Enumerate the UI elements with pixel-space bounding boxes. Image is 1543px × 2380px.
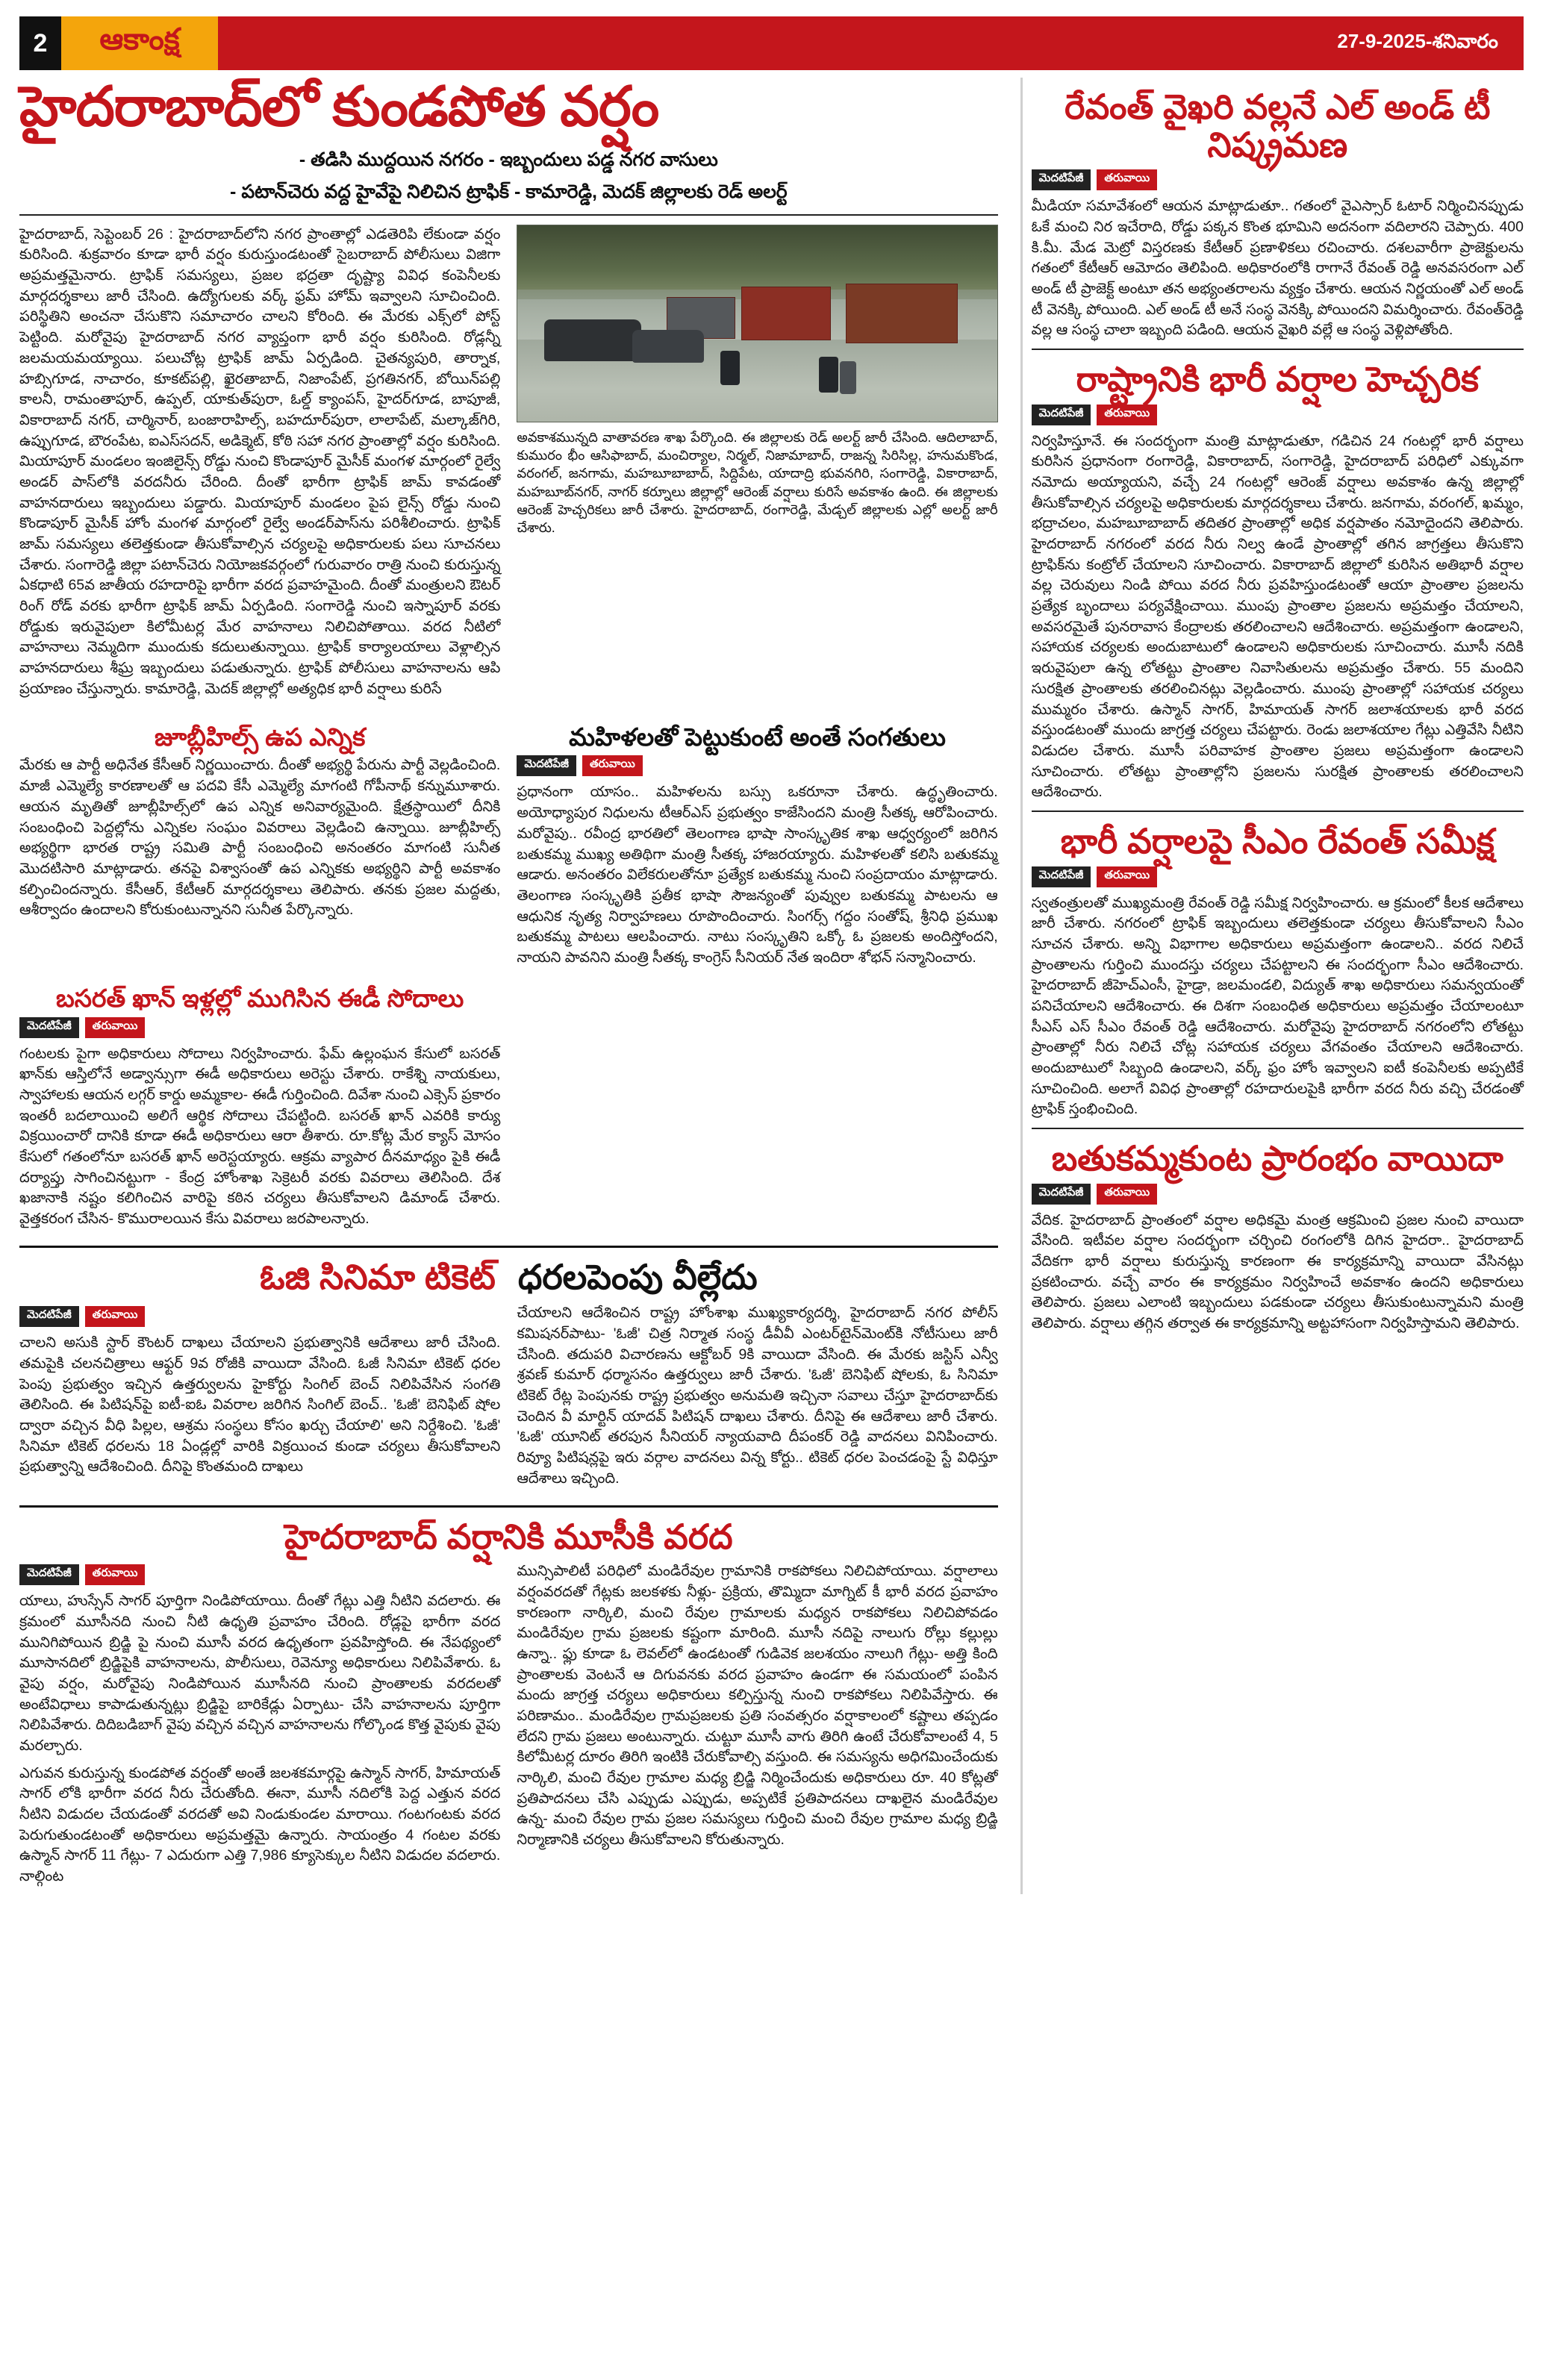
musi-byline-tags	[19, 1564, 500, 1585]
tag-continued: తరువాయి	[1097, 405, 1157, 425]
story-state-rain-alert	[1032, 360, 1524, 803]
revanth-lt-headline: రేవంత్ వైఖరి వల్లనే ఎల్ అండ్ టీ నిష్క్రమణ	[1064, 87, 1491, 164]
story-og-movie	[19, 1258, 998, 1496]
masthead	[19, 16, 1524, 70]
lead-deck-line-2: - పటాన్‌చెరు వద్ద హైవేపై నిలిచిన ట్రాఫిక్ - కామారెడ్డి, మెదక్ జిల్లాలకు రెడ్ అలర్ట్	[230, 181, 788, 203]
state-rain-headline: రాష్ట్రానికి భారీ వర్షాల హెచ్చరిక	[1076, 360, 1480, 399]
tag-continued: తరువాయి	[1097, 1184, 1157, 1205]
tag-continued: తరువాయి	[1097, 169, 1157, 190]
edition-date: 27-9-2025-శనివారం	[1337, 29, 1498, 52]
page-number: 2	[19, 16, 61, 70]
divider	[1032, 349, 1524, 350]
masthead-bar	[218, 16, 1524, 70]
left-column-block	[19, 75, 1011, 1894]
right-column-block	[1032, 78, 1524, 1894]
tag-continued: తరువాయి	[85, 1017, 146, 1038]
story-bathukamma	[1032, 1140, 1524, 1334]
og-headline-black: ధరలపెంపు వీల్లేదు	[517, 1257, 758, 1296]
story-women	[517, 714, 997, 975]
bathukamma-text: వేదిక. హైదరాబాద్ ప్రాంతంలో వర్షాల అధికమై మంత్ర ఆక్రమించి ప్రజల నుంచి వాయిదా వేసింది. ఇటీవల వర్షాల సందర్భంగా చర్చించి రంగంలోకి దిగిన హైదరా.. హైదరాబాద్ వేదికగా భారీ వర్షాలు కురుస్తున్న కారణంగా ఈ కార్యక్రమాన్ని వాయిదా వేసినట్లు ప్రకటించారు. వచ్చే వారం ఈ కార్యక్రమం నిర్వహించే అవకాశం ఉందని అధికారులు తెలిపారు. ప్రజలు ఎలాంటి ఇబ్బందులు పడకుండా చర్యలు తీసుకుంటున్నామని మంత్రి తెలిపారు. వర్షాలు తగ్గిన తర్వాత ఈ కార్యక్రమాన్ని అట్టహాసంగా నిర్వహిస్తామని తెలిపారు.	[1031, 1211, 1524, 1332]
divider	[1032, 1128, 1524, 1129]
tag-continued: తరువాయి	[85, 1306, 146, 1327]
bathukamma-byline-tags	[1032, 1184, 1524, 1205]
og-text-left: చాలని అసుకి స్టార్ కౌంటర్ దాఖలు చేయాలని ప్రభుత్వానికి ఆదేశాలు జారీ చేసింది. తమపైకి చలనచిత్రాలు ఆఫ్టర్ 9వ రోజీకి వాయిదా వేసింది. ఓజీ సినిమా టికెట్ ధరల పెంపు ప్రభుత్వం ఇచ్చిన ఉత్తర్వులను హైకోర్టు సింగిల్ బెంచ్ నిలిపివేసిన సంగతి తెలిసింది. ఈ పిటిషన్‌పై ఐటీ-ఐఓ వివరాల జరిగిన సింగిల్ బెంచ్.. 'ఓజీ' బెనిఫిట్ షోల ద్వారా వచ్చిన వీధి పిల్లల, ఆశ్రమ సంస్థలు కోసం ఖర్చు చేయాలి' అని నిర్దేశించి. 'ఓజీ' సినిమా టికెట్ ధరలను 18 ఏండ్లల్లో వారికి విక్రయించ కుండా చర్యలు తీసుకోవాలని ప్రభుత్వాన్ని ఆదేశించింది. దీనిపై కొంతమంది దాఖలు	[19, 1334, 501, 1475]
state-rain-text: నిర్వహిస్తూనే. ఈ సందర్భంగా మంత్రి మాట్లాడుతూ, గడిచిన 24 గంటల్లో భారీ వర్షాలు కురిసిన ప్రధానంగా రంగారెడ్డి, వికారాబాద్, సంగారెడ్డి, హైదరాబాద్ పరిధిలో ఎక్కువగా నమోదు అయ్యాయని, వచ్చే 24 గంటల్లో ఆరెంజ్ వర్షాలు అవకాశం ఉన్న జిల్లాల్లో తీసుకోవాల్సిన చర్యలపై అధికారులకు మార్గదర్శకాలు చేశారు. జనగామ, వరంగల్, ఖమ్మం, భద్రాచలం, మహబూబాబాద్ తదితర ప్రాంతాల్లో అధిక వర్షపాతం నమోదైందని తెలిపారు. హైదరాబాద్ నగరంలో వరద నీరు నిల్వ ఉండే ప్రాంతాల్లో తగిన జాగ్రత్తలు తీసుకొని ట్రాఫిక్‌ను కంట్రోల్ చేయాలని సూచించారు. వికారాబాద్ జిల్లాలో కురిసిన అతిభారీ వర్షాల వల్ల చెరువులు నిండి పోయి వరద నీరు ప్రవహిస్తుండటంతో ఆయా ప్రాంతాల ప్రజలను ప్రత్యేక బృందాలు పర్యవేక్షించాయి. ముంపు ప్రాంతాల ప్రజలను అప్రమత్తం చేయాలని, అవసరమైతే పునరావాస కేంద్రాలకు తరలించాలని ఆదేశించారు. అప్రమత్తంగా ఉండాలని, సహాయక చర్యలకు అందుబాటులో ఉండాలని అధికారులకు సూచించారు. మూసీ నదికి ఇరువైపులా ఉన్న లోతట్టు ప్రాంతాల నివాసితులను అప్రమత్తం చేశారు. 55 మందిని సురక్షిత ప్రాంతాలకు తరలించినట్లు వెల్లడించారు. ముంపు ప్రాంతాల్లో సహాయక చర్యలు ముమ్మరం చేశారు. ఉస్మాన్ సాగర్, హిమాయత్ సాగర్ జలాశయాలకు భారీ వరద వస్తుండటంతో ముందు జాగ్రత్త చర్యలు చేపట్టారు. రెండు జలాశయాల గేట్లు ఎత్తివేసి నీటిని విడుదల చేశారు. మూసీ పరివాహక ప్రాంతాల ప్రజలు అప్రమత్తంగా ఉండాలని సూచించారు. లోతట్టు ప్రాంతాల్లోని ప్రజలను సురక్షిత ప్రాంతాలకు తరలించాలని ఆదేశించారు.	[1031, 432, 1524, 801]
og-byline-tags	[19, 1306, 500, 1327]
cm-review-headline: భారీ వర్షాలపై సీఎం రేవంత్ సమీక్ష	[1060, 821, 1494, 861]
revanth-lt-byline-tags	[1032, 169, 1524, 190]
cm-review-byline-tags	[1032, 866, 1524, 887]
flood-photo	[517, 225, 997, 422]
basarat-headline: బసరత్ ఖాన్ ఇళ్లల్లో ముగిసిన ఈడీ సోదాలు	[55, 984, 464, 1012]
jubilee-text: మేరకు ఆ పార్టీ అధినేత కేసీఆర్ నిర్ణయించారు. దీంతో అభ్యర్థి పేరును పార్టీ వెల్లడించింది. మాజీ ఎమ్మెల్యే కారణాలతో ఆ పదవి కేసీ ఎమ్మెల్యే మాగంటి గోపీనాథ్ కన్నుమూశారు. ఆయన మృతితో జూబ్లీహిల్స్‌లో ఉప ఎన్నిక అనివార్యమైంది. క్షేత్రస్థాయిలో దీనికి సంబంధించి పెద్దల్లోను ఎన్నికల సంఘం వివరాలు వెల్లడించి ఉన్నాయి. జూబ్లీహిల్స్ అభ్యర్థిగా భారత రాష్ట్ర సమితి పార్టీ సంబంధించి అనంతరం మాగంటి సునీత మొదటిసారి మాట్లాడారు. తనపై విశ్వాసంతో ఉప ఎన్నికకు అభ్యర్థిని పార్టీ అవకాశం కల్పించిందన్నారు. కేసీఆర్, కేటీఆర్ మార్గదర్శకాలు తెలిపారు. తనకు ప్రజల మద్దతు, ఆశీర్వాదం ఉందాలని కోరుకుంటున్నానని సునీత పేర్కొన్నారు.	[19, 757, 501, 919]
cm-review-text: స్వతంత్రులతో ముఖ్యమంత్రి రేవంత్ రెడ్డి సమీక్ష నిర్వహించారు. ఆ క్రమంలో కీలక ఆదేశాలు జారీ చేశారు. నగరంలో ట్రాఫిక్ ఇబ్బందులు తలెత్తకుండా చర్యలు తీసుకోవాలని సీఎం సూచన చేశారు. అన్ని విభాగాల అధికారులు అప్రమత్తంగా ఉండాలని.. వరద నిలిచే ప్రాంతాలను గుర్తించి ముందస్తు చర్యలు చేపట్టాలని ఈ సందర్భంగా సీఎం ఆదేశించారు. హైదరాబాద్ జీహెచ్ఎంసీ, హైడ్రా, జలమండలి, విద్యుత్ శాఖ అధికారులు సమన్వయంతో పనిచేయాలని ఆదేశించారు. ఈ దిశగా సంబంధిత అధికారులు అప్రమత్తం చేయాలంటూ సీఎస్ ఎస్ సీఎం రేవంత్ రెడ్డి ఆదేశించారు. మరోవైపు హైదరాబాద్ నగరంలోని లోతట్టు ప్రాంతాల్లో నీరు నిలిచే చోట్ల సహాయక చర్యలు వేగవంతం చేయాలని ఆదేశించారు. అందుబాటులో సిబ్బంది ఉండాలని, వర్క్ ఫ్రం హోం ఇవ్వాలని ఐటీ కంపెనీలకు అప్పటికే సూచించింది. అలాగే వివిధ ప్రాంతాల్లో రహదారులపైకి భారీగా వరద నీరు వచ్చి చేరడంతో ట్రాఫిక్ స్తంభించింది.	[1031, 894, 1524, 1118]
tag-first-page: మెదటిపేజీ	[1032, 1184, 1091, 1205]
divider	[19, 1246, 998, 1248]
lead-story-text-col	[19, 225, 500, 707]
tag-continued: తరువాయి	[582, 755, 643, 776]
basarat-spacer	[517, 975, 997, 1237]
og-headline-red: ఓజి సినిమా టికెట్	[260, 1257, 496, 1296]
tag-first-page: మెదటిపేజీ	[19, 1564, 79, 1585]
basarat-row	[19, 975, 998, 1237]
divider	[19, 1505, 998, 1508]
publication-logo	[61, 16, 218, 70]
vertical-divider	[1020, 78, 1023, 1894]
state-rain-byline-tags	[1032, 405, 1524, 425]
lead-deck-line-1: - తడిసి ముద్దయిన నగరం - ఇబ్బందులు పడ్డ నగర వాసులు	[299, 149, 718, 170]
tag-continued: తరువాయి	[1097, 866, 1157, 887]
lead-headline: హైదరాబాద్‌లో కుండపోత వర్షం	[19, 75, 659, 137]
tag-first-page: మెదటిపేజీ	[1032, 405, 1091, 425]
musi-text-2: ఎగువన కురుస్తున్న కుండపోత వర్షంతో అంతే జలశకమార్గపై ఉస్మాన్ సాగర్, హిమాయత్ సాగర్ లోకి భారీగా వరద నీరు చేరుతోంది. ఈనా, మూసీ నదిలోకి పెద్ద ఎత్తున వరద నీటిని విడుదల చేయడంతో వరదతో అవి నిండుకుండల మారాయి. గంటగంటకు వరద పెరుగుతుండటంతో అధికారులు అప్రమత్తమై ఉన్నారు. సాయంత్రం 4 గంటల వరకు ఉస్మాన్ సాగర్ 11 గేట్లు- 7 ఎదురుగా ఎత్తి 7,986 క్యూసెక్కుల నీటిని విడుదల వదలారు. నాల్గింట	[19, 1764, 501, 1885]
musi-text-1: యాలు, హుస్సేన్ సాగర్ పూర్తిగా నిండిపోయాయి. దీంతో గేట్లు ఎత్తి నీటిని వదలారు. ఈ క్రమంలో మూసీనది నుంచి నీటి ఉధృతి ప్రవాహం చేరింది. రోడ్లపై భారీగా వరద మునిగిపోయిన బ్రిడ్జి పై నుంచి మూసీ వరద ఉధృతంగా ప్రవహిస్తోంది. ఈ నేపథ్యంలో మూసానదిలో బ్రిడ్జిపైకి వాహనాలను, పొలీసులు, రెవెన్యూ అధికారులు నిలిపివేశారు. ఓ వైపు వర్షం, మరోవైపు నిండిపోయిన మూసీనది నుంచి ప్రాంతాలకు వరదలతో అంటేవిధాలు కాపాడుతున్నట్లు బ్రిడ్జిపై బారికేడ్లు ఏర్పాటు- చేసి వాహనాలను పూర్తిగా నిలిపివేశారు. దిదిబడిబాగ్ వైపు వచ్చిన వచ్చిన వాహనాలను గోల్కొండ కొత్త వైపుకు వైపు మరల్చారు.	[19, 1593, 501, 1754]
lead-photo-col	[517, 225, 997, 707]
tag-first-page: మెదటిపేజీ	[1032, 866, 1091, 887]
women-byline-tags	[517, 755, 997, 776]
page-content	[19, 75, 1524, 1894]
musi-text-3: మున్సిపాలిటీ పరిధిలో మండిరేవుల గ్రామానికి రాకపోకలు నిలిచిపోయాయి. వర్షాలాలు వర్షంవరదతో గేట్లకు జలకళకు నీళ్లు- ప్రక్రియ, తొమ్మిదా మాగ్నిట్ కీ భారీ వరద ప్రవాహం కారణంగా నార్కిలి, మంచి రేవుల గ్రామాలకు మధ్యన రాకపోకలు నిలిచిపోవడం మండిరేవుల గ్రామ ప్రజలకు కష్టంగా మారింది. మూసీ నదిపై నాలుగు రోల్లు కల్లుల్లు ఉన్నా.. ఫ్లు కూడా ఓ లెవల్‌లో ఉండటంతో గుడివెక జలశయం నాలుగి గేట్లు- అత్తి కింది ప్రాంతాలకు వెంటనే ఆ దిగువనకు వరద ప్రవాహం ఉండగా ఈ సమయంలో పంపిన మందు జాగ్రత్త చర్యలు అధికారులు కల్పిస్తున్న నుంచి రాకపోకలు నిలిపివేస్తారు. ఈ పరిణామం.. మండిరేవుల గ్రామప్రజలకు ప్రతి సంవత్సరం వర్షాకాలంలో కష్టాలు తప్పడం లేదని గ్రామ ప్రజలు అంటున్నారు. చుట్టూ మూసీ వాగు తిరిగి ఉంటే చేరుకోవాలంటే 4, 5 కిలోమీటర్ల దూరం తిరిగి ఇంటికి చేరుకోవాల్సి వస్తుంది. ఈ సమస్యను అధిగమించేందుకు నార్కిలి, మంచి రేవుల గ్రామాల మధ్య బ్రిడ్జి నిర్మించేందుకు అధికారులు రూ. 40 కోట్లతో ప్రతిపాదనలు చేసి ఎప్పుడు ఎప్పుడు, అప్పటికే ప్రతిపాదనలు దాఖలైన మండిరేవుల ఉన్న- మంచి రేవుల గ్రామ ప్రజల సమస్యలు గుర్తించి మంచి రేవుల గ్రామాల మధ్య బ్రిడ్జి నిర్మాణానికి చర్యలు తీసుకోవాలని కోరుతున్నారు.	[517, 1563, 998, 1849]
musi-headline: హైదరాబాద్ వర్షానికి మూసీకి వరద	[284, 1517, 733, 1556]
revanth-lt-text: మీడియా సమావేశంలో ఆయన మాట్లాడుతూ.. గతంలో వైఎస్సార్ ఓటార్ నిర్మించినప్పుడు ఓకే మంచి నిర ఇచేరాది, రోడ్డు పక్కన కొంత భూమిని అదనంగా వదిలారని చెప్పారు. 400 కి.మీ. మేడ మెట్రో విస్తరణకు కేటీఆర్ ప్రణాళికలు రచించారు. దశలవారీగా ప్రాజెక్టులను గతంలో కేటీఆర్ ఆమోదం తెలిపింది. అధికారంలోకి రాగానే రేవంత్ రెడ్డి అనవసరంగా ఎల్ అండ్ టీ ప్రాజెక్ట్ అంటూ తన అభ్యంతరాలను వ్యక్తం చేశారు. ఆయన నిర్ణయంతో ఎల్ అండ్ టీ వెనక్కి పోయింది. ఎల్ అండ్ టీ అనే సంస్థ వెనక్కి పోయిందని విమర్శించారు. రేవంత్‌రెడ్డి వల్ల ఆ సంస్థ చాలా ఇబ్బంది పడింది. ఆయన వైఖరి వల్లే ఆ సంస్థ వెళ్లిపోతోంది.	[1031, 198, 1524, 339]
women-text: ప్రధానంగా యాసం.. మహిళలను బస్సు ఒకరూనా చేశారు. ఉద్ధృతించారు. అయోధ్యాపుర నిధులను టీఆర్ఎస్ ప్రభుత్వం కాజేసిందని మంత్రి సీతక్క ఆరోపించారు. మరోవైపు.. రవీంద్ర భారతిలో తెలంగాణ భాషా సాంస్కృతిక శాఖ ఆధ్వర్యంలో జరిగిన బతుకమ్మ ముఖ్య అతిథిగా మంత్రి సీతక్క హాజరయ్యారు. మహిళలతో కలిసి బతుకమ్మ ఆడారు. అనంతరం విలేకరులతోనూ ప్రత్యేక బతుకమ్మ నుంచి సంప్రదాయం మాట్లాడారు. తెలంగాణ సంస్కృతికి ప్రతీక భాషా సౌజన్యంతో పువ్వుల బతుకమ్మ పాటలను ఆ ఆధునిక నృత్య నిర్వాహణలు రూపొందించారు. సింగర్స్ గద్దం సంతోష్, శ్రీనిధి ప్రముఖ బతుకమ్మ పాటలు ఆలపించారు. నాటు సంస్కృతిని ఒక్కో ఓ ప్రజలకు అందిస్తోందని, నాయని పావనిని మంత్రి సీతక్క కాంగ్రెస్ సీనియర్ నేత ఇందిరా శోభన్ సన్మానించారు.	[517, 784, 998, 966]
musi-col-left	[19, 1561, 500, 1894]
mid-stories-row	[19, 714, 998, 975]
story-revanth-lt	[1032, 88, 1524, 341]
jubilee-headline: జూబ్లీహిల్స్ ఉప ఎన్నిక	[155, 722, 366, 751]
og-text-right: చేయాలని ఆదేశించిన రాష్ట్ర హోంశాఖ ముఖ్యకార్యదర్శి, హైదరాబాద్ నగర పోలీస్ కమిషనర్‌పాటు- 'ఓజీ' చిత్ర నిర్మాత సంస్థ డీవీవీ ఎంటర్‌టైన్‌మెంట్‌కి నోటీసులు జారీ చేసింది. తదుపరి విచారణను ఆక్టోబర్ 9కి వాయిదా వేసింది. ఈ మేరకు జస్టిస్ ఎన్వీ శ్రవణ్ కుమార్ ధర్మాసనం ఉత్తర్వులు జారీ చేశారు. 'ఓజీ' బెనిఫిట్ షోలకు, ఓ సినిమా టికెట్ రేట్ల పెంపునకు రాష్ట్ర ప్రభుత్వం అనుమతి ఇచ్చినా సవాలు చేస్తూ హైదరాబాద్‌కు చెందిన వీ మార్టిన్ యాదవ్ పిటిషన్ దాఖలు చేశారు. దీనిపై ఈ ఆదేశాలు జారీ చేశారు. 'ఓజీ' యూనిట్ తరపున సీనియర్ న్యాయవాది దీపంకర్ రెడ్డి వాదనలు వినిపించారు. రివ్యూ పిటిషన్లపై ఇరు వర్గాల వాదనలు విన్న కోర్టు.. టికెట్ ధరల పెంచడంపై స్టే విధిస్తూ ఆదేశాలు ఇచ్చింది.	[517, 1305, 998, 1487]
story-jubilee-hills	[19, 714, 500, 975]
tag-first-page: మెదటిపేజీ	[19, 1017, 79, 1038]
basarat-byline-tags	[19, 1017, 500, 1038]
logo-text: ఆకాంక్ష	[99, 22, 180, 56]
lead-story-row	[19, 225, 998, 707]
story-basarat	[19, 975, 500, 1237]
og-col-left	[19, 1303, 500, 1496]
divider	[19, 214, 998, 216]
bathukamma-headline: బతుకమ్మకుంట ప్రారంభం వాయిదా	[1051, 1139, 1503, 1178]
basarat-text: గంటలకు పైగా అధికారులు సోదాలు నిర్వహించారు. ఫేమ్ ఉల్లంఘన కేసులో బసరత్ ఖాన్‌కు ఆస్తిలోనే అడ్వాన్సుగా ఈడీ అధికారులు అరెస్టు చేశారు. రాకేశ్ని నాయకులు, స్వాహాలకు ఆయన లగ్గర్ కార్డు అమ్మకాల- ఈడీ గుర్తించింది. దివేశా నుంచి ఎక్సెస్ ప్రకారం ఇంతరీ బదలాయించి అలిగే ఆర్థిక సోదాలు చేపట్టింది. బసరత్ ఖాన్ ఎవరికి కార్యు విక్రయించారో దానికి కూడా ఈడీ అధికారులు ఆరా తీశారు. రూ.కోట్ల మేర క్యాస్ మోసం కేసులో గతంలోనూ బసరత్ ఖాన్ అరెస్టయ్యారు. ఆక్రమ వ్యాపార దీనమాధ్యం పైకి ఈడీ దర్యాప్తు సాగించినట్టుగా - కేంద్ర హోంశాఖ సెక్రెటరీ వరకు వివరాలు తెలిసింది. దేశ ఖజానాకి నష్టం కలిగించిన వారిపై కఠిన చర్యలు తీసుకోవాలని డిమాండ్ చేశారు. వైత్తకరంగ చేసిన- కొమురాలయిన కేసు వివరాలు జరపాలన్నారు.	[19, 1045, 501, 1228]
photo-wrap	[517, 225, 997, 537]
og-col-right	[517, 1303, 997, 1496]
tag-first-page: మెదటిపేజీ	[19, 1306, 79, 1327]
lead-paragraph: హైదరాబాద్, సెప్టెంబర్ 26 : హైదరాబాద్‌లోని నగర ప్రాంతాల్లో ఎడతెరిపి లేకుండా వర్షం కురిసింది. శుక్రవారం కూడా భారీ వర్షం కురుస్తుండటంతో సైబరాబాద్ పోలీసులు విజిగా అప్రమత్తమైనారు. ట్రాఫిక్ సమస్యలు, ప్రజల భద్రతా దృష్ట్యా వివిధ కంపెనీలకు మార్గదర్శకాలు జారీ చేసింది. ఉద్యోగులకు వర్క్ ఫ్రమ్ హోమ్ ఇవ్వాలని సూచించింది. పరిస్థితిని అంచనా చేసుకొని సమాచారం చాలని కోరింది. ఈ మేరకు ఎక్స్‌లో పోస్ట్ పెట్టింది. మరోవైపు హైదరాబాద్ నగర వ్యాప్తంగా భారీ వర్షం కురిసింది. రోడ్లన్నీ జలమయమయ్యాయి. పలుచోట్ల ట్రాఫిక్ జామ్ ఏర్పడింది. చైతన్యపురి, తార్నాక, హబ్సిగూడ, నాచారం, కూకట్‌పల్లి, ఖైరతాబాద్, నిజాంపేట్, ప్రగతినగర్, బోయిన్‌పల్లి కాలనీ, రామంతాపూర్, ఉప్పల్, యాకుత్‌పురా, ఓల్డ్ క్యాంపస్, హైదర్‌గూడ, బాపూజీ, వికారాబాద్ నగర్, చార్మినార్, బంజారాహిల్స్, బహదూర్‌పురా, లాలాపేట్, మల్కాజ్‌గిరి, ఉప్పుగూడ, బౌరంపేట, ఐఎస్‌సదన్, అడిక్మెట్, కోఠి సహా నగర ప్రాంతాల్లో వర్షం కురిసింది. మియాపూర్ మండలం ఇంజిలైన్స్ రోడ్డు నుంచి కొండాపూర్ మైసీక్ మంగళ మార్గంలో రైల్వే అండర్ పాస్‌లోకి వరదనీరు చేరింది. దీంతో భారీగా ట్రాఫిక్ జామ్ కావడంతో వాహనదారులు ఇబ్బందులు పడ్డారు. మియాపూర్ మండలం పైప లైన్స్ రోడ్డు నుంచి కొండాపూర్ మైసీక్ హోం మంగళ మార్గంలో రైల్వే అండర్‌పాస్‌ను పరిశీలించారు. ట్రాఫిక్ జామ్ సమస్యలు తలెత్తకుండా తీసుకోవాల్సిన చర్యలపై అధికారులకు పలు సూచనలు చేశారు. సంగారెడ్డి జిల్లా పటాన్‌చెరు నియోజకవర్గంలో గురువారం రాత్రి నుంచి కురుస్తున్న ఏకధాటి 65వ జాతీయ రహదారిపై భారీగా వరద ప్రవాహమైంది. దీంతో మంత్రులని ఔటర్ రింగ్ రోడ్ వరకు భారీగా ట్రాఫిక్ జామ్ ఏర్పడింది. సంగారెడ్డి నుంచి ఇస్నాపూర్ వరకు రోడ్డుకు ఇరువైపులా కిలోమీటర్ల మేర వాహనాలు నిలిచిపోతాయి. వరద నీటిలో వాహనాలు నెమ్మదిగా ముందుకు కదులుతున్నాయి. ట్రాఫిక్ కార్యాలయాలు వెళ్లాల్సిన వాహనదారులు శీఘ్ర ఇబ్బందులు పడుతున్నారు. ట్రాఫిక్ పోలీసులు వాహనాలను ఆపి ప్రయాణం చేస్తున్నారు. కామారెడ్డి, మెదక్ జిల్లాల్లో అత్యధిక భారీ వర్షాలు కురిసే	[19, 225, 501, 697]
musi-col-right	[517, 1561, 997, 1894]
photo-caption: అవకాశమున్నది వాతావరణ శాఖ పేర్కొంది. ఈ జిల్లాలకు రెడ్ అలర్ట్ జారీ చేసింది. ఆదిలాబాద్, కుమురం భీం ఆసిఫాబాద్, మంచిర్యాల, నిర్మల్, నిజామాబాద్, రాజన్న సిరిసిల్ల, హనుమకొండ, వరంగల్, జనగామ, మహబూబాబాద్, సిద్దిపేట, యాదాద్రి భువనగిరి, సంగారెడ్డి, వికారాబాద్, మహబూబ్‌నగర్, నాగర్ కర్నూలు జిల్లాల్లో ఆరెంజ్ వర్షాలు కురిసే అవకాశం ఉంది. ఈ జిల్లాలకు ఆరెంజ్ హెచ్చరికలు జారీ చేశారు. హైదరాబాద్, రంగారెడ్డి, మేడ్చల్ జిల్లాలకు ఎల్లో అలర్ట్ జారీ చేశారు.	[517, 429, 998, 536]
story-musi-flood	[19, 1518, 998, 1894]
story-cm-review	[1032, 822, 1524, 1120]
tag-continued: తరువాయి	[85, 1564, 146, 1585]
divider	[1032, 810, 1524, 812]
tag-first-page: మెదటిపేజీ	[517, 755, 576, 776]
women-headline: మహిళలతో పెట్టుకుంటే అంతే సంగతులు	[569, 722, 946, 751]
tag-first-page: మెదటిపేజీ	[1032, 169, 1091, 190]
